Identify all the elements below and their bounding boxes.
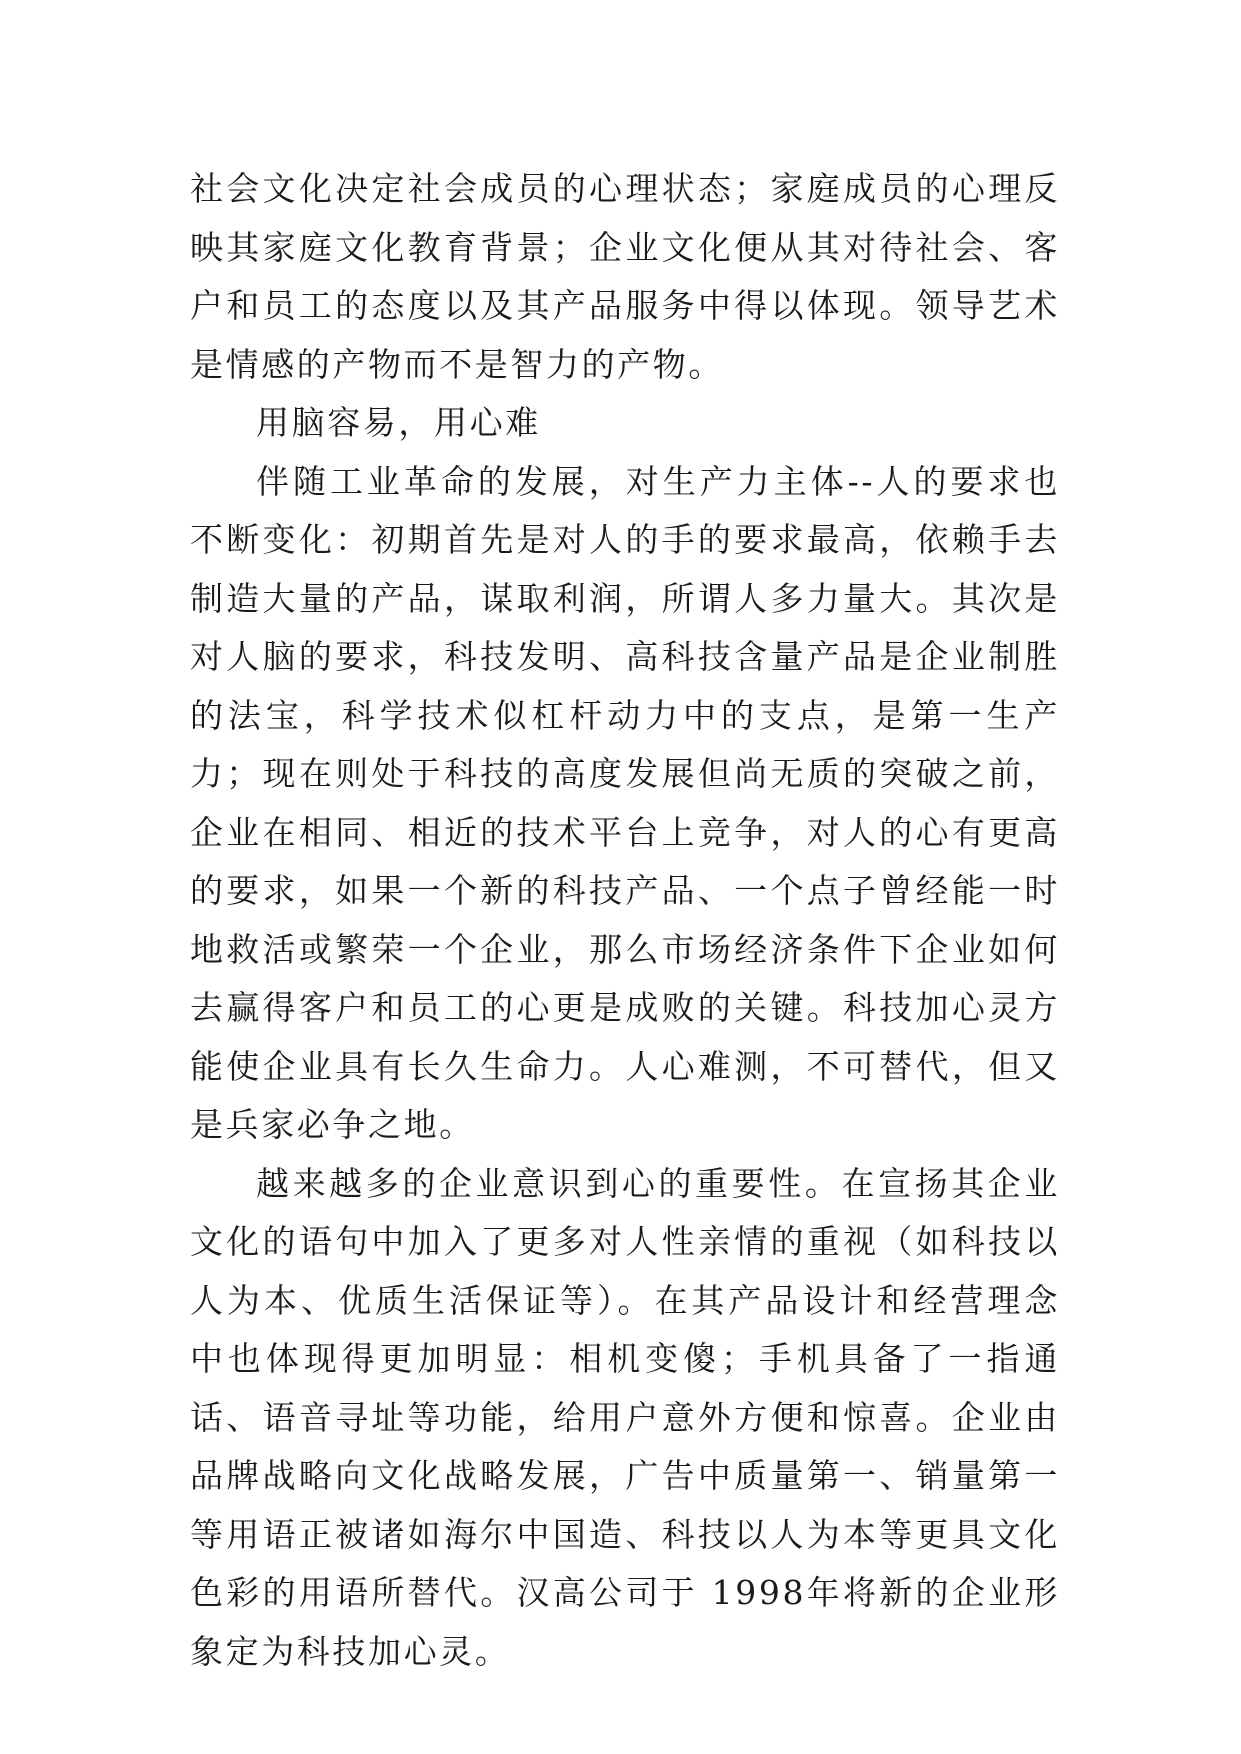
paragraph-heading-brain-heart: 用脑容易，用心难 — [256, 403, 541, 442]
paragraph-enterprise-awareness: 越来越多的企业意识到心的重要性。在宣扬其企业文化的语句中加入了更多对人性亲情的重视（如科技以人为本、优质生活保证等）。在其产品设计和经营理念中也体现得更加明显：相机变傻；手机具备了一指通话、语音寻址等功能，给用户意外方便和惊喜。企业由品牌战略向文化战略发展，广告中质量第一、销量第一等用语正被诸如海尔中国造、科技以人为本等更具文化色彩的用语所替代。汉高公司于 1998年将新的企业形象定为科技加心灵。 — [190, 1163, 1060, 1671]
paragraph-industrial-revolution: 伴随工业革命的发展，对生产力主体--人的要求也不断变化：初期首先是对人的手的要求最高，依赖手去制造大量的产品，谋取利润，所谓人多力量大。其次是对人脑的要求，科技发明、高科技含量产品是企业制胜的法宝，科学技术似杠杆动力中的支点，是第一生产力；现在则处于科技的高度发展但尚无质的突破之前，企业在相同、相近的技术平台上竞争，对人的心有更高的要求，如果一个新的科技产品、一个点子曾经能一时地救活或繁荣一个企业，那么市场经济条件下企业如何去赢得客户和员工的心更是成败的关键。科技加心灵方能使企业具有长久生命力。人心难测，不可替代，但又是兵家必争之地。 — [190, 461, 1060, 1144]
document-body — [190, 160, 1060, 1681]
paragraph-social-culture: 社会文化决定社会成员的心理状态；家庭成员的心理反映其家庭文化教育背景；企业文化便从其对待社会、客户和员工的态度以及其产品服务中得以体现。领导艺术是情感的产物而不是智力的产物。 — [190, 169, 1060, 384]
